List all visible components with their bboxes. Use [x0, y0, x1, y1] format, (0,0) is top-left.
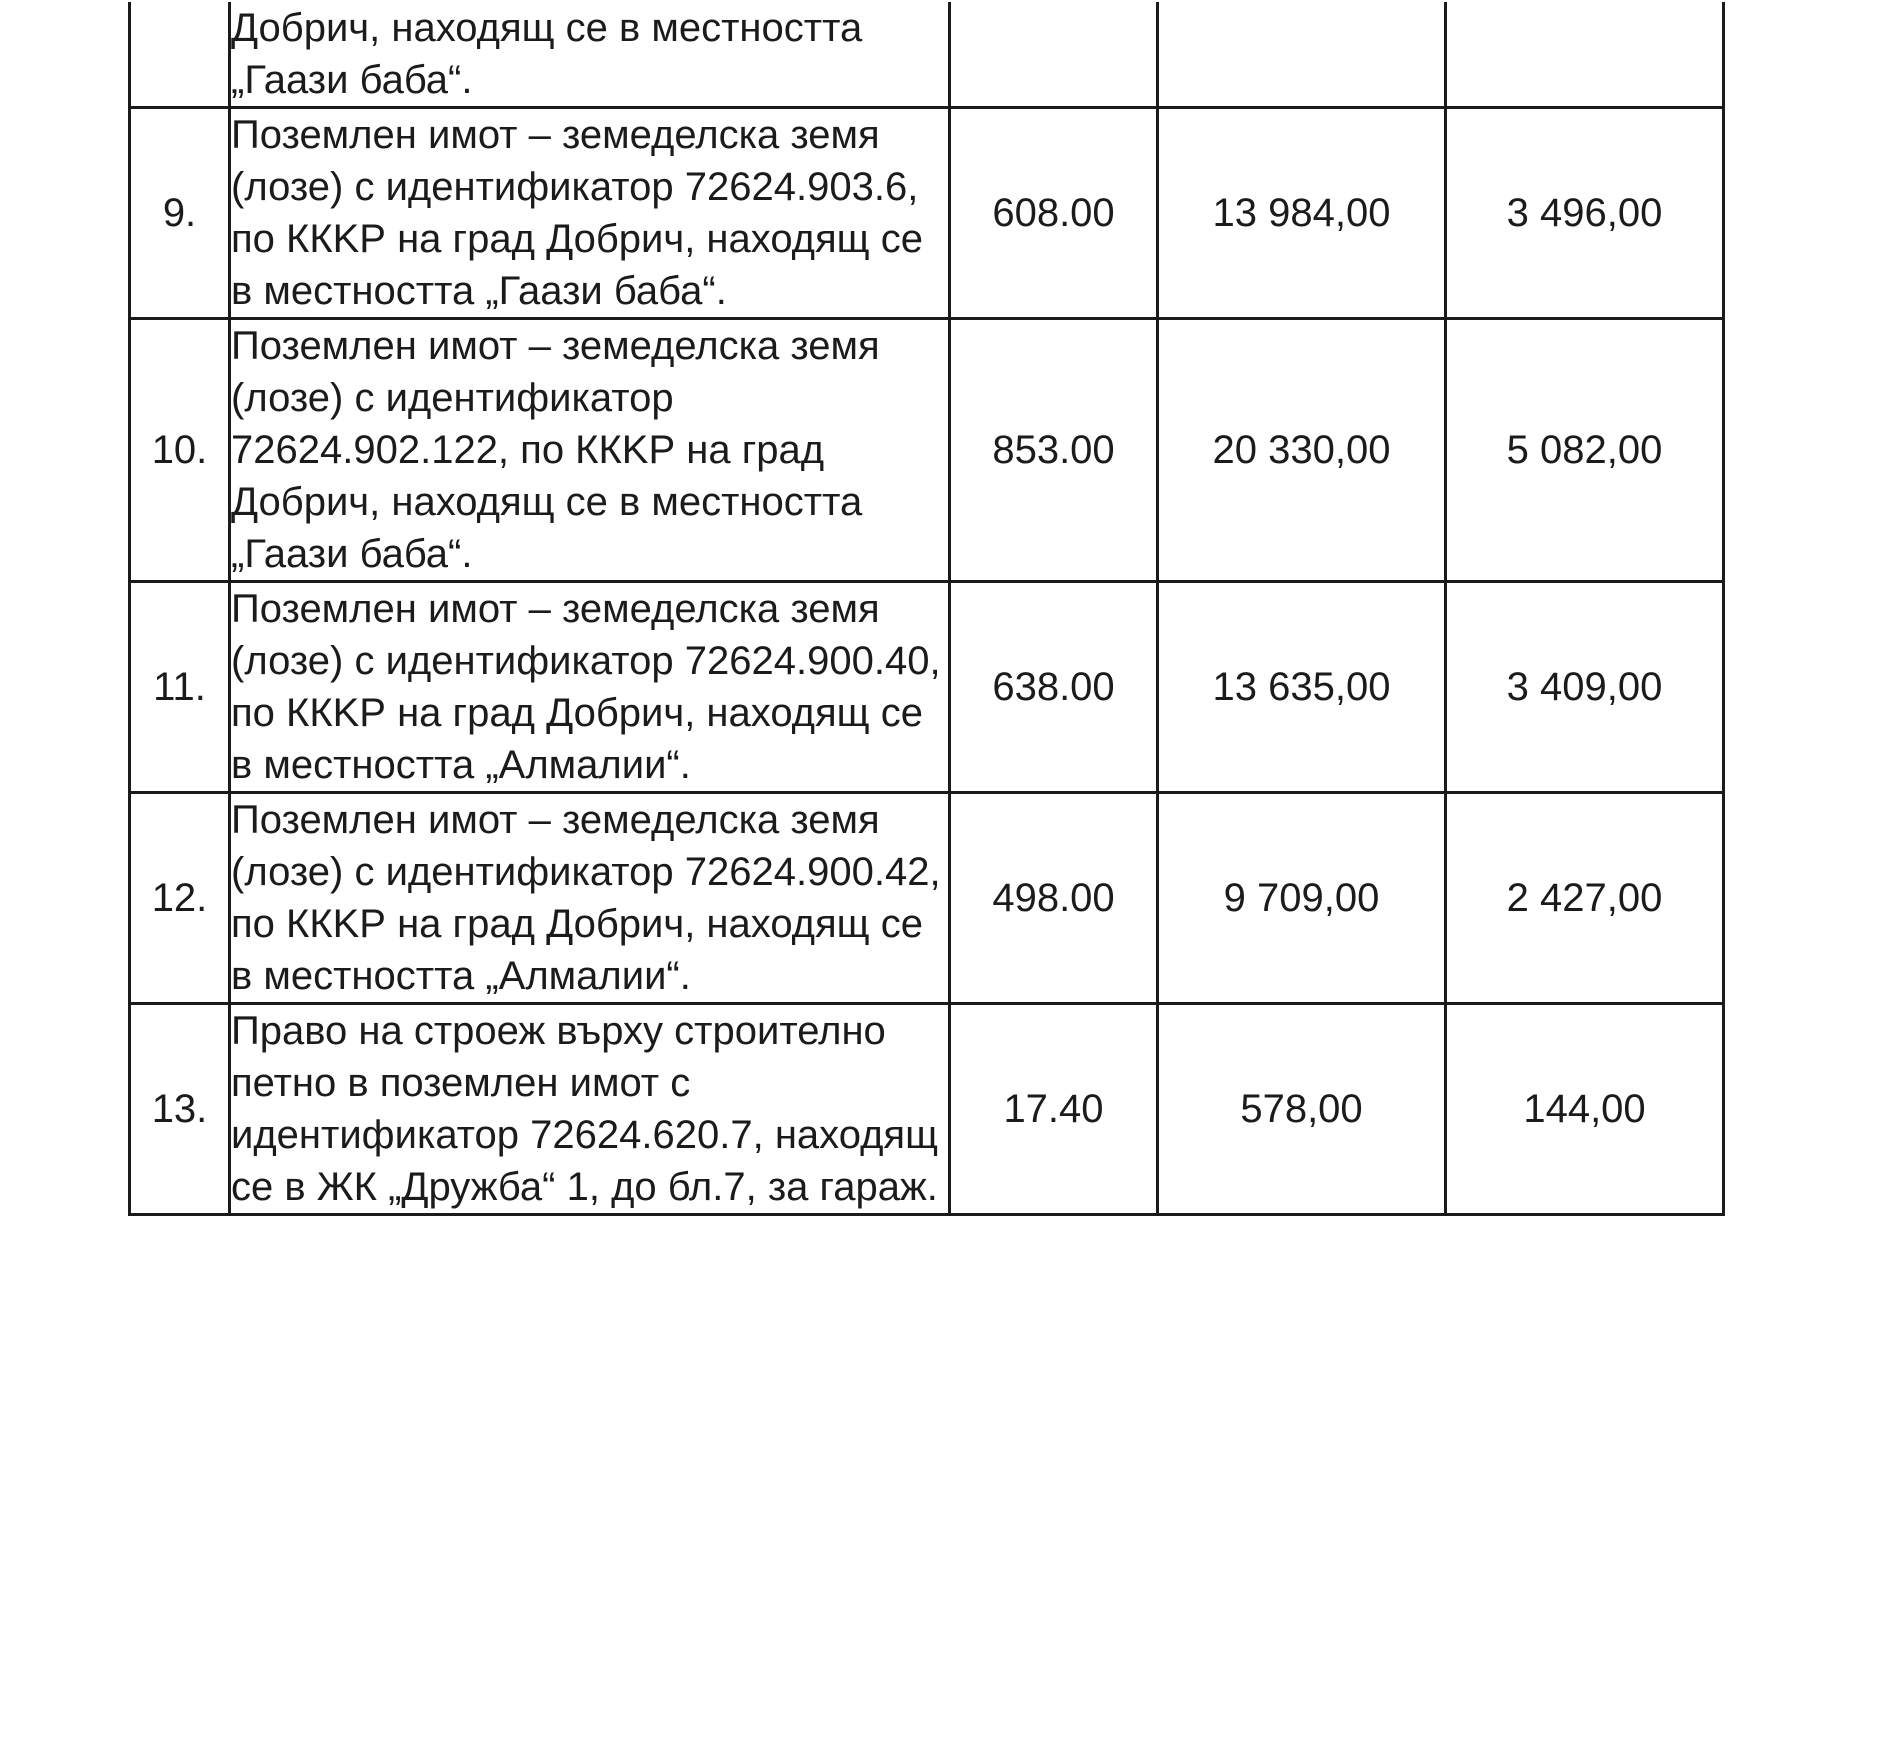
row-value1: 13 984,00: [1158, 108, 1446, 319]
row-area: 853.00: [950, 319, 1158, 582]
row-description: Поземлен имот – земеделска земя (лозе) с идентификатор 72624.900.42, по ККKР на град Добрич, находящ се в местността „Алмалии“.: [230, 793, 950, 1004]
row-description: Добрич, находящ се в местността „Гаази баба“.: [230, 2, 950, 108]
row-value2: 144,00: [1446, 1004, 1724, 1215]
row-description: Поземлен имот – земеделска земя (лозе) с идентификатор 72624.903.6, по ККKР на град Добрич, находящ се в местността „Гаази баба“.: [230, 108, 950, 319]
row-number: 12.: [130, 793, 230, 1004]
row-value2: 3 496,00: [1446, 108, 1724, 319]
table-row: [130, 2, 1724, 108]
table-row: [130, 1004, 1724, 1215]
row-area: 608.00: [950, 108, 1158, 319]
row-description: Право на строеж върху строително петно в поземлен имот с идентификатор 72624.620.7, находящ се в ЖК „Дружба“ 1, до бл.7, за гараж.: [230, 1004, 950, 1215]
row-value2: 3 409,00: [1446, 582, 1724, 793]
row-value2: [1446, 2, 1724, 108]
row-number: 10.: [130, 319, 230, 582]
row-area: 498.00: [950, 793, 1158, 1004]
table-row: [130, 582, 1724, 793]
row-value2: 2 427,00: [1446, 793, 1724, 1004]
row-value1: [1158, 2, 1446, 108]
row-number: 13.: [130, 1004, 230, 1215]
table-row: [130, 319, 1724, 582]
row-value1: 578,00: [1158, 1004, 1446, 1215]
row-value2: 5 082,00: [1446, 319, 1724, 582]
property-table: [128, 2, 1725, 1216]
row-area: [950, 2, 1158, 108]
table-row: [130, 793, 1724, 1004]
row-value1: 9 709,00: [1158, 793, 1446, 1004]
row-value1: 13 635,00: [1158, 582, 1446, 793]
row-number: 11.: [130, 582, 230, 793]
row-value1: 20 330,00: [1158, 319, 1446, 582]
row-description: Поземлен имот – земеделска земя (лозе) с идентификатор 72624.902.122, по ККKР на град Добрич, находящ се в местността „Гаази баба“.: [230, 319, 950, 582]
row-number: [130, 2, 230, 108]
row-description: Поземлен имот – земеделска земя (лозе) с идентификатор 72624.900.40, по ККKР на град Добрич, находящ се в местността „Алмалии“.: [230, 582, 950, 793]
document-page: [0, 2, 1890, 1764]
row-area: 638.00: [950, 582, 1158, 793]
row-number: 9.: [130, 108, 230, 319]
table-row: [130, 108, 1724, 319]
row-area: 17.40: [950, 1004, 1158, 1215]
